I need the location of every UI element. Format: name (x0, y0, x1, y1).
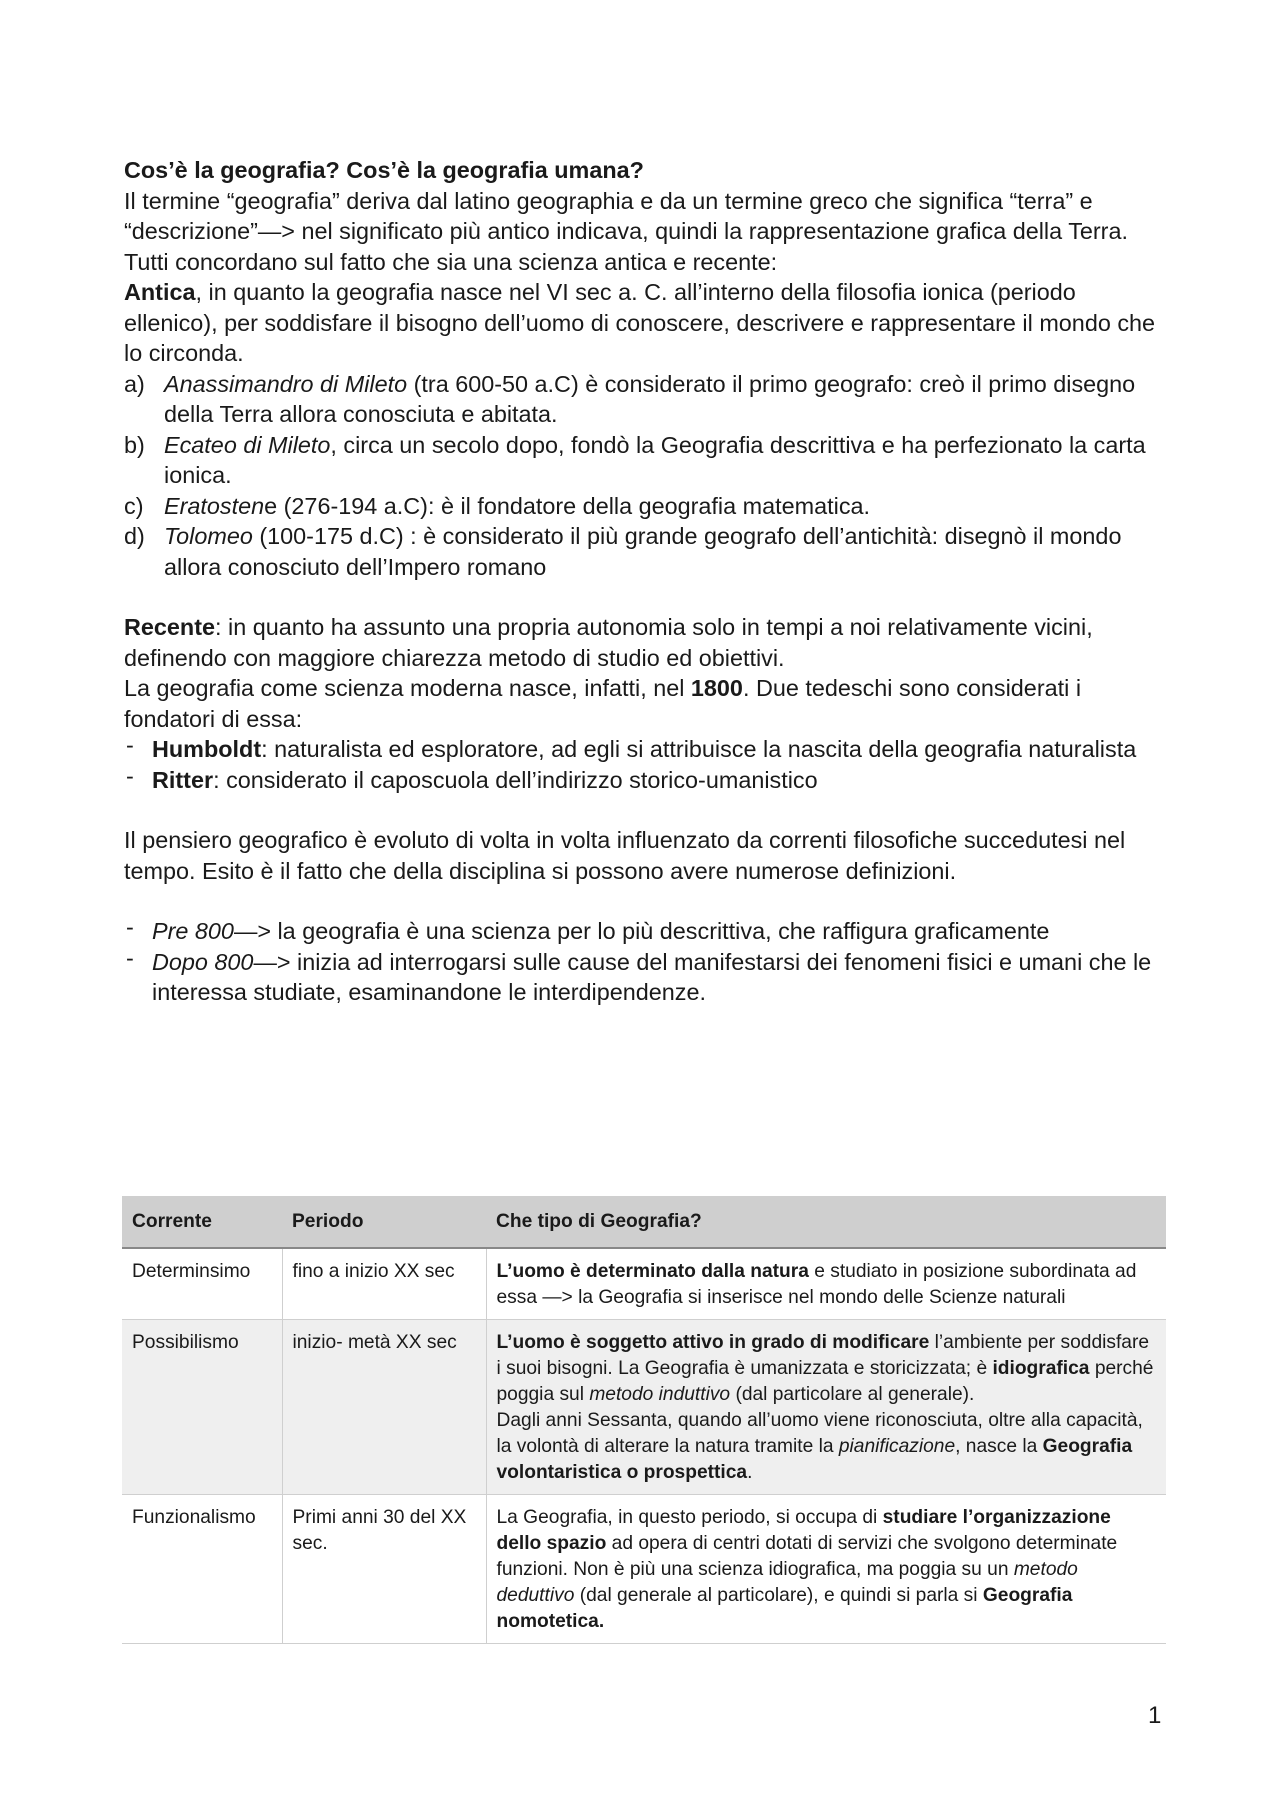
cell-desc (486, 1248, 1166, 1320)
geographer-text: e (276-194 a.C): è il fondatore della geografia matematica. (264, 492, 871, 519)
desc-text: perché poggia sul (496, 1358, 1154, 1405)
list-marker: c) (124, 492, 144, 519)
founder-text: : considerato il caposcuola dell’indirizzo storico-umanistico (213, 766, 818, 793)
cell-corrente: Determinsimo (122, 1248, 282, 1320)
period-name: Dopo 800 (152, 948, 254, 975)
cell-corrente: Funzionalismo (122, 1495, 282, 1644)
founder-text: : naturalista ed esploratore, ad egli si attribuisce la nascita della geografia naturalista (261, 736, 1137, 762)
cell-desc (486, 1320, 1166, 1495)
list-marker: d) (124, 523, 145, 549)
table-header-row (122, 1196, 1166, 1248)
header-corrente: Corrente (122, 1196, 282, 1248)
founder-name: Humboldt (152, 736, 262, 762)
cell-corrente: Possibilismo (122, 1320, 282, 1495)
document-body (124, 155, 1164, 1008)
recente-paragraph (124, 612, 1164, 673)
list-item (124, 369, 1164, 430)
antica-text: , in quanto la geografia nasce nel VI sec a. C. all’interno della filosofia ionica (periodo ellenico), per soddisfare il bisogno dell’uomo di conoscere, descrivere e rappresentare il mondo che lo circonda. (124, 279, 1156, 366)
cell-periodo: Primi anni 30 del XX sec. (282, 1495, 486, 1644)
list-item (124, 734, 1164, 765)
desc-bold: L’uomo è soggetto attivo in grado di modificare (496, 1332, 930, 1353)
modern-post: . Due tedeschi sono considerati i fondatori di essa: (124, 675, 1082, 732)
desc-text: Dagli anni Sessanta, quando all’uomo viene riconosciuta, oltre alla capacità, la volontà di alterare la natura tramite la (496, 1410, 1143, 1457)
modern-paragraph (124, 673, 1164, 734)
desc-text: La Geografia, in questo periodo, si occupa di (496, 1507, 883, 1528)
page-number: 1 (1148, 1702, 1162, 1729)
period-text: —> la geografia è una scienza per lo più descrittiva, che raffigura graficamente (233, 918, 1050, 944)
correnti-table (122, 1196, 1166, 1644)
list-item (124, 944, 1164, 1008)
cell-periodo: inizio- metà XX sec (282, 1320, 486, 1495)
list-item (124, 762, 1164, 796)
cell-desc (486, 1495, 1166, 1644)
desc-text: , nasce la (955, 1436, 1043, 1457)
modern-year: 1800 (690, 675, 743, 701)
geographer-text: (tra 600-50 a.C) è considerato il primo geografo: creò il primo disegno della Terra allora conosciuta e abitata. (164, 370, 1136, 427)
page-title: Cos’è la geografia? Cos’è la geografia umana? (124, 157, 644, 183)
table-row (122, 1320, 1166, 1495)
geographer-name: Anassimandro di Mileto (164, 370, 408, 397)
modern-pre: La geografia come scienza moderna nasce, infatti, nel (124, 675, 691, 701)
intro-paragraph: Il termine “geografia” deriva dal latino geographia e da un termine greco che significa “terra” e “descrizione”—> nel significato più antico indicava, quindi la rappresentazione grafica della Terra. (124, 187, 1128, 244)
list-marker: a) (124, 370, 145, 397)
list-item (124, 491, 1164, 522)
dash-marker: - (126, 914, 134, 940)
antica-label: Antica (124, 279, 196, 305)
founder-name: Ritter (152, 766, 214, 793)
desc-text: (dal generale al particolare), e quindi si parla si (574, 1585, 983, 1606)
list-item (124, 430, 1164, 491)
desc-text: . (747, 1462, 753, 1483)
desc-bold: idiografica (992, 1358, 1090, 1379)
period-text: —> inizia ad interrogarsi sulle cause del manifestarsi dei fenomeni fisici e umani che le interessa studiate, esaminandone le interdipendenze. (152, 948, 1152, 1005)
dash-marker: - (126, 732, 134, 758)
cell-periodo: fino a inizio XX sec (282, 1248, 486, 1320)
list-item (124, 521, 1164, 582)
desc-text: (dal particolare al generale). (730, 1384, 975, 1405)
list-marker: b) (124, 431, 145, 458)
table-row (122, 1248, 1166, 1320)
geographer-text: , circa un secolo dopo, fondò la Geografia descrittiva e ha perfezionato la carta ionica. (164, 431, 1146, 488)
dash-marker: - (126, 944, 134, 971)
recente-label: Recente (124, 614, 216, 640)
period-name: Pre 800 (152, 918, 234, 944)
geographer-text: (100-175 d.C) : è considerato il più grande geografo dell’antichità: disegnò il mondo allora conosciuto dell’Impero romano (164, 523, 1122, 580)
desc-bold: studiare l’organizzazione dello spazio (496, 1507, 1111, 1554)
desc-italic: metodo deduttivo (496, 1559, 1078, 1606)
geographer-name: Ecateo di Mileto (164, 431, 331, 458)
geographer-name: Eratosten (164, 492, 265, 519)
list-item (124, 916, 1164, 947)
intro-summary: Tutti concordano sul fatto che sia una scienza antica e recente: (124, 248, 778, 275)
desc-text: l’ambiente per soddisfare i suoi bisogni. La Geografia è umanizzata e storicizzata; è (496, 1332, 1150, 1379)
table-row (122, 1495, 1166, 1644)
recente-text: : in quanto ha assunto una propria autonomia solo in tempi a noi relativamente vicini, definendo con maggiore chiarezza metodo di studio ed obiettivi. (124, 614, 1093, 671)
desc-text: e studiato in posizione subordinata ad essa —> la Geografia si inserisce nel mondo delle Scienze naturali (496, 1261, 1137, 1308)
desc-italic: pianificazione (838, 1436, 956, 1457)
desc-text: ad opera di centri dotati di servizi che svolgono determinate funzioni. Non è più una scienza idiografica, ma poggia su un (496, 1533, 1118, 1580)
dash-marker: - (126, 762, 134, 789)
desc-bold: Geografia nomotetica. (496, 1585, 1073, 1632)
geographer-name: Tolomeo (164, 523, 253, 549)
desc-italic: metodo induttivo (589, 1384, 731, 1405)
desc-bold: Geografia volontaristica o prospettica (496, 1436, 1133, 1483)
header-tipo: Che tipo di Geografia? (486, 1196, 1166, 1248)
desc-bold: L’uomo è determinato dalla natura (496, 1261, 809, 1282)
header-periodo: Periodo (282, 1196, 486, 1248)
evolution-paragraph: Il pensiero geografico è evoluto di volta in volta influenzato da correnti filosofiche succedutesi nel tempo. Esito è il fatto che della disciplina si possono avere numerose definizioni. (124, 827, 1126, 884)
antica-paragraph (124, 277, 1164, 369)
